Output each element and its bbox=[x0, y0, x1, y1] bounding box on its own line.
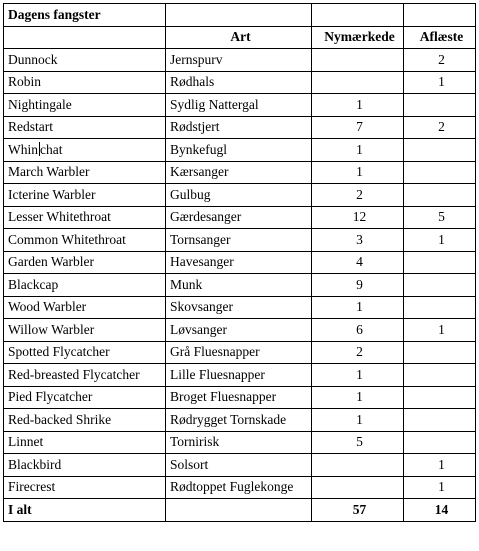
aflaeste-cell[interactable]: 1 bbox=[404, 71, 476, 94]
nymaerkede-cell[interactable]: 2 bbox=[312, 341, 404, 364]
title-cell-empty[interactable] bbox=[166, 4, 312, 27]
aflaeste-cell[interactable] bbox=[404, 251, 476, 274]
table-row bbox=[4, 296, 476, 319]
table-row bbox=[4, 71, 476, 94]
table-row bbox=[4, 476, 476, 499]
nymaerkede-cell[interactable]: 6 bbox=[312, 319, 404, 342]
nymaerkede-cell[interactable]: 1 bbox=[312, 409, 404, 432]
aflaeste-cell[interactable] bbox=[404, 139, 476, 162]
nymaerkede-cell[interactable] bbox=[312, 454, 404, 477]
danish-name-cell[interactable]: Tornirisk bbox=[166, 431, 312, 454]
header-nymaerkede[interactable]: Nymærkede bbox=[312, 26, 404, 49]
danish-name-cell[interactable]: Broget Fluesnapper bbox=[166, 386, 312, 409]
english-name-part: chat bbox=[40, 141, 63, 157]
english-name-cell[interactable] bbox=[4, 139, 166, 162]
aflaeste-cell[interactable]: 5 bbox=[404, 206, 476, 229]
danish-name-cell[interactable]: Gærdesanger bbox=[166, 206, 312, 229]
english-name-cell[interactable]: Lesser Whitethroat bbox=[4, 206, 166, 229]
english-name-cell[interactable]: Spotted Flycatcher bbox=[4, 341, 166, 364]
header-aflaeste[interactable]: Aflæste bbox=[404, 26, 476, 49]
danish-name-cell[interactable]: Gulbug bbox=[166, 184, 312, 207]
table-row bbox=[4, 364, 476, 387]
english-name-cell[interactable]: Willow Warbler bbox=[4, 319, 166, 342]
english-name-cell[interactable]: Common Whitethroat bbox=[4, 229, 166, 252]
aflaeste-cell[interactable] bbox=[404, 341, 476, 364]
nymaerkede-cell[interactable]: 4 bbox=[312, 251, 404, 274]
table-row bbox=[4, 274, 476, 297]
nymaerkede-cell[interactable]: 1 bbox=[312, 139, 404, 162]
danish-name-cell[interactable]: Solsort bbox=[166, 454, 312, 477]
nymaerkede-cell[interactable]: 9 bbox=[312, 274, 404, 297]
danish-name-cell[interactable]: Rødtoppet Fuglekonge bbox=[166, 476, 312, 499]
aflaeste-cell[interactable] bbox=[404, 274, 476, 297]
data-rows bbox=[4, 49, 476, 499]
table-row bbox=[4, 184, 476, 207]
nymaerkede-cell[interactable]: 2 bbox=[312, 184, 404, 207]
header-art[interactable]: Art bbox=[166, 26, 312, 49]
table-row bbox=[4, 161, 476, 184]
total-aflaeste[interactable]: 14 bbox=[404, 499, 476, 522]
english-name-cell[interactable]: Red-backed Shrike bbox=[4, 409, 166, 432]
nymaerkede-cell[interactable]: 1 bbox=[312, 161, 404, 184]
aflaeste-cell[interactable] bbox=[404, 161, 476, 184]
header-row bbox=[4, 26, 476, 49]
english-name-cell[interactable]: Icterine Warbler bbox=[4, 184, 166, 207]
danish-name-cell[interactable]: Havesanger bbox=[166, 251, 312, 274]
nymaerkede-cell[interactable] bbox=[312, 71, 404, 94]
aflaeste-cell[interactable]: 2 bbox=[404, 49, 476, 72]
nymaerkede-cell[interactable]: 7 bbox=[312, 116, 404, 139]
aflaeste-cell[interactable]: 1 bbox=[404, 319, 476, 342]
title-cell-empty[interactable] bbox=[404, 4, 476, 27]
danish-name-cell[interactable]: Kærsanger bbox=[166, 161, 312, 184]
english-name-cell[interactable]: Nightingale bbox=[4, 94, 166, 117]
danish-name-cell[interactable]: Rødrygget Tornskade bbox=[166, 409, 312, 432]
nymaerkede-cell[interactable] bbox=[312, 49, 404, 72]
nymaerkede-cell[interactable]: 1 bbox=[312, 296, 404, 319]
table-row bbox=[4, 386, 476, 409]
nymaerkede-cell[interactable]: 3 bbox=[312, 229, 404, 252]
table-row bbox=[4, 139, 476, 162]
table-title[interactable]: Dagens fangster bbox=[4, 4, 166, 27]
english-name-cell[interactable]: Wood Warbler bbox=[4, 296, 166, 319]
english-name-cell[interactable]: Red-breasted Flycatcher bbox=[4, 364, 166, 387]
english-name-cell[interactable]: Blackbird bbox=[4, 454, 166, 477]
nymaerkede-cell[interactable]: 1 bbox=[312, 386, 404, 409]
table-row bbox=[4, 341, 476, 364]
english-name-cell[interactable]: Pied Flycatcher bbox=[4, 386, 166, 409]
nymaerkede-cell[interactable] bbox=[312, 476, 404, 499]
danish-name-cell[interactable]: Tornsanger bbox=[166, 229, 312, 252]
danish-name-cell[interactable]: Munk bbox=[166, 274, 312, 297]
table-row bbox=[4, 251, 476, 274]
aflaeste-cell[interactable] bbox=[404, 94, 476, 117]
table-row bbox=[4, 454, 476, 477]
danish-name-cell[interactable]: Lille Fluesnapper bbox=[166, 364, 312, 387]
total-cell-empty[interactable] bbox=[166, 499, 312, 522]
table-row bbox=[4, 229, 476, 252]
nymaerkede-cell[interactable]: 1 bbox=[312, 94, 404, 117]
english-name-cell[interactable]: Linnet bbox=[4, 431, 166, 454]
aflaeste-cell[interactable] bbox=[404, 409, 476, 432]
table-row bbox=[4, 94, 476, 117]
nymaerkede-cell[interactable]: 1 bbox=[312, 364, 404, 387]
total-row bbox=[4, 499, 476, 522]
danish-name-cell[interactable]: Bynkefugl bbox=[166, 139, 312, 162]
danish-name-cell[interactable]: Jernspurv bbox=[166, 49, 312, 72]
english-name-cell[interactable]: Firecrest bbox=[4, 476, 166, 499]
danish-name-cell[interactable]: Sydlig Nattergal bbox=[166, 94, 312, 117]
table-row bbox=[4, 49, 476, 72]
aflaeste-cell[interactable] bbox=[404, 431, 476, 454]
english-name-cell[interactable]: March Warbler bbox=[4, 161, 166, 184]
english-name-cell[interactable]: Garden Warbler bbox=[4, 251, 166, 274]
aflaeste-cell[interactable]: 1 bbox=[404, 229, 476, 252]
table-row bbox=[4, 206, 476, 229]
aflaeste-cell[interactable] bbox=[404, 296, 476, 319]
english-name-part: Whin bbox=[8, 141, 38, 157]
title-row bbox=[4, 4, 476, 27]
english-name-cell[interactable]: Robin bbox=[4, 71, 166, 94]
aflaeste-cell[interactable]: 1 bbox=[404, 476, 476, 499]
danish-name-cell[interactable]: Rødhals bbox=[166, 71, 312, 94]
aflaeste-cell[interactable]: 2 bbox=[404, 116, 476, 139]
aflaeste-cell[interactable] bbox=[404, 364, 476, 387]
catch-table bbox=[3, 3, 476, 522]
aflaeste-cell[interactable] bbox=[404, 184, 476, 207]
danish-name-cell[interactable]: Løvsanger bbox=[166, 319, 312, 342]
danish-name-cell[interactable]: Grå Fluesnapper bbox=[166, 341, 312, 364]
english-name-cell[interactable]: Redstart bbox=[4, 116, 166, 139]
nymaerkede-cell[interactable]: 5 bbox=[312, 431, 404, 454]
english-name-cell[interactable]: Blackcap bbox=[4, 274, 166, 297]
english-name-cell[interactable]: Dunnock bbox=[4, 49, 166, 72]
aflaeste-cell[interactable]: 1 bbox=[404, 454, 476, 477]
table-row bbox=[4, 431, 476, 454]
header-cell-empty[interactable] bbox=[4, 26, 166, 49]
table-row bbox=[4, 409, 476, 432]
title-cell-empty[interactable] bbox=[312, 4, 404, 27]
nymaerkede-cell[interactable]: 12 bbox=[312, 206, 404, 229]
danish-name-cell[interactable]: Rødstjert bbox=[166, 116, 312, 139]
table-row bbox=[4, 319, 476, 342]
total-label[interactable]: I alt bbox=[4, 499, 166, 522]
total-nymaerkede[interactable]: 57 bbox=[312, 499, 404, 522]
table-row bbox=[4, 116, 476, 139]
danish-name-cell[interactable]: Skovsanger bbox=[166, 296, 312, 319]
aflaeste-cell[interactable] bbox=[404, 386, 476, 409]
